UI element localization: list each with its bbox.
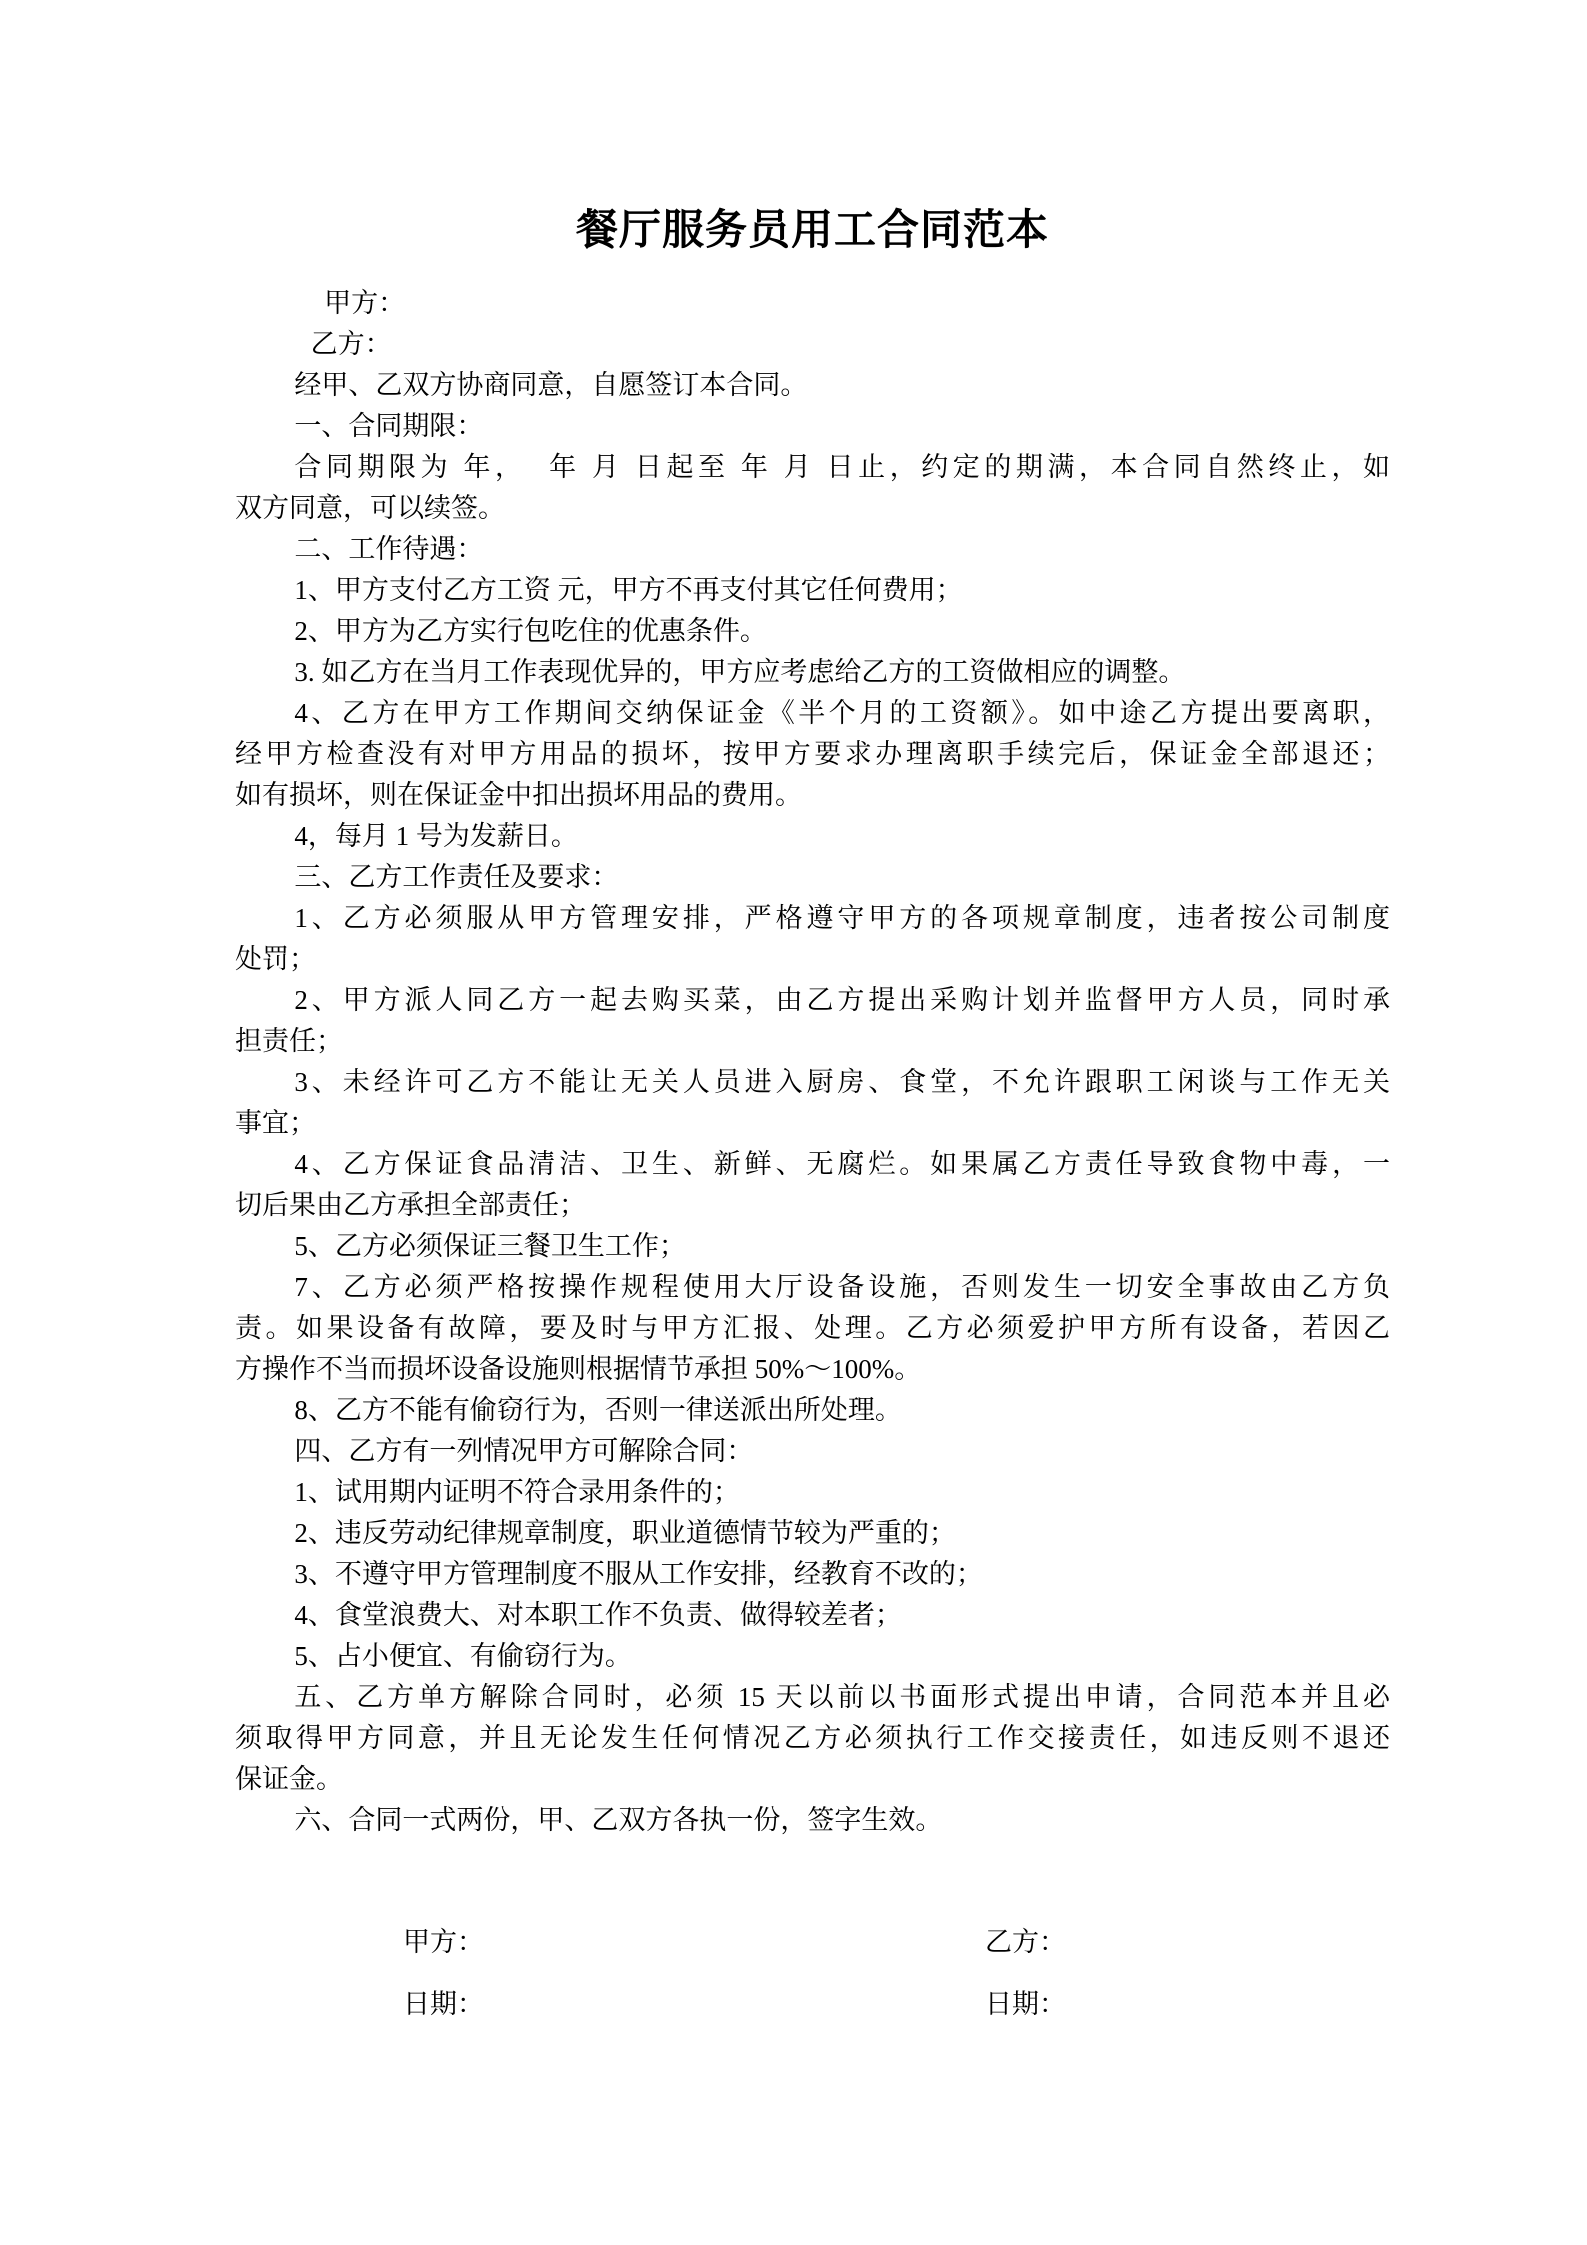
document-line: 甲方： bbox=[324, 288, 406, 318]
document-line: 担责任； bbox=[235, 1026, 343, 1056]
document-line: 一、合同期限： bbox=[294, 411, 484, 441]
document-line: 六、合同一式两份，甲、乙双方各执一份，签字生效。 bbox=[294, 1805, 943, 1835]
document-line: 4、乙方保证食品清洁、卫生、新鲜、无腐烂。如果属乙方责任导致食物中毒，一 bbox=[294, 1149, 1390, 1179]
document-line: 四、乙方有一列情况甲方可解除合同： bbox=[294, 1436, 754, 1466]
party-b-date-label: 日期： bbox=[985, 1989, 1066, 2019]
document-line: 2、违反劳动纪律规章制度，职业道德情节较为严重的； bbox=[294, 1518, 956, 1548]
document-line: 双方同意，可以续签。 bbox=[235, 493, 505, 523]
document-line: 1、乙方必须服从甲方管理安排，严格遵守甲方的各项规章制度，违者按公司制度 bbox=[294, 903, 1390, 933]
party-a-date-label: 日期： bbox=[403, 1989, 484, 2019]
document-line: 处罚； bbox=[235, 944, 316, 974]
document-line: 合同期限为 年， 年 月 日起至 年 月 日止，约定的期满，本合同自然终止，如 bbox=[294, 452, 1390, 482]
document-line: 如有损坏，则在保证金中扣出损坏用品的费用。 bbox=[235, 780, 802, 810]
document-line: 4、食堂浪费大、对本职工作不负责、做得较差者； bbox=[294, 1600, 902, 1630]
document-line: 乙方： bbox=[310, 329, 392, 359]
document-body bbox=[235, 283, 1390, 1841]
document-line: 保证金。 bbox=[235, 1764, 343, 1794]
document-line: 经甲方检查没有对甲方用品的损坏，按甲方要求办理离职手续完后，保证金全部退还； bbox=[235, 739, 1390, 769]
signature-row bbox=[403, 1973, 1390, 2035]
document-line: 二、工作待遇： bbox=[294, 534, 484, 564]
document-line: 经甲、乙双方协商同意，自愿签订本合同。 bbox=[294, 370, 808, 400]
document-line: 5、乙方必须保证三餐卫生工作； bbox=[294, 1231, 686, 1261]
document-line: 1、试用期内证明不符合录用条件的； bbox=[294, 1477, 740, 1507]
document-line: 1、甲方支付乙方工资 元，甲方不再支付其它任何费用； bbox=[294, 575, 963, 605]
document-line: 须取得甲方同意，并且无论发生任何情况乙方必须执行工作交接责任，如违反则不退还 bbox=[235, 1723, 1390, 1753]
document-line: 三、乙方工作责任及要求： bbox=[294, 862, 619, 892]
signature-row bbox=[403, 1911, 1390, 1973]
document-line: 3. 如乙方在当月工作表现优异的，甲方应考虑给乙方的工资做相应的调整。 bbox=[294, 657, 1186, 687]
signature-block bbox=[235, 1911, 1390, 2035]
party-a-signature-label: 甲方： bbox=[403, 1927, 484, 1957]
document-title: 餐厅服务员用工合同范本 bbox=[575, 208, 1049, 254]
document-line: 5、占小便宜、有偷窃行为。 bbox=[294, 1641, 632, 1671]
document-line: 五、乙方单方解除合同时，必须 15 天以前以书面形式提出申请，合同范本并且必 bbox=[294, 1682, 1390, 1712]
document-line: 方操作不当而损坏设备设施则根据情节承担 50%～100%。 bbox=[235, 1354, 922, 1384]
document-line: 2、甲方派人同乙方一起去购买菜，由乙方提出采购计划并监督甲方人员，同时承 bbox=[294, 985, 1390, 1015]
document-line: 4、乙方在甲方工作期间交纳保证金《半个月的工资额》。如中途乙方提出要离职， bbox=[294, 698, 1390, 728]
document-line: 事宜； bbox=[235, 1108, 316, 1138]
party-b-signature-label: 乙方： bbox=[985, 1927, 1066, 1957]
document-line: 2、甲方为乙方实行包吃住的优惠条件。 bbox=[294, 616, 767, 646]
document-line: 7、乙方必须严格按操作规程使用大厅设备设施，否则发生一切安全事故由乙方负 bbox=[294, 1272, 1390, 1302]
document-line: 4，每月 1 号为发薪日。 bbox=[294, 821, 578, 851]
document-line: 责。如果设备有故障，要及时与甲方汇报、处理。乙方必须爱护甲方所有设备，若因乙 bbox=[235, 1313, 1390, 1343]
document-line: 3、不遵守甲方管理制度不服从工作安排，经教育不改的； bbox=[294, 1559, 983, 1589]
document-line: 切后果由乙方承担全部责任； bbox=[235, 1190, 586, 1220]
document-line: 8、乙方不能有偷窃行为，否则一律送派出所处理。 bbox=[294, 1395, 902, 1425]
document-line: 3、未经许可乙方不能让无关人员进入厨房、食堂，不允许跟职工闲谈与工作无关 bbox=[294, 1067, 1390, 1097]
